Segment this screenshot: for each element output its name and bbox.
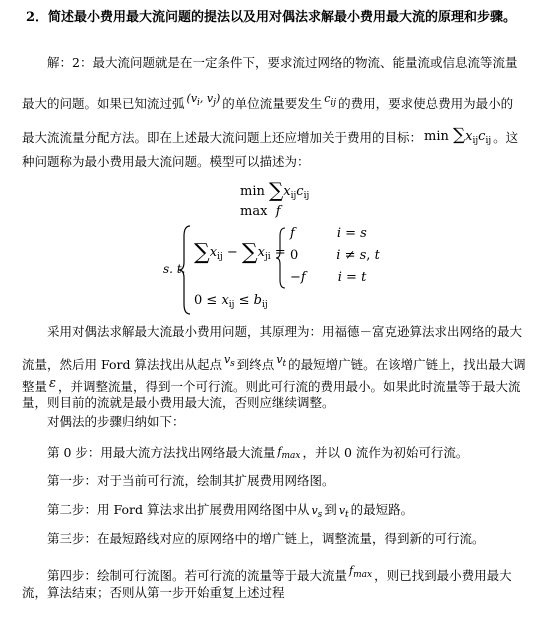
para2-line1: 采用对偶法求解最大流最小费用问题，其原理为：用福德－富克逊算法求出网络的最大 — [47, 324, 523, 339]
text-span: 第 0 步：用最大流方法找出网络最大流量 — [47, 445, 276, 460]
step-1: 第一步：对于当前可行流，绘制其扩展费用网络图。 — [47, 473, 335, 488]
constraint-brace — [178, 224, 192, 316]
subject-to-label: s. t. — [163, 262, 186, 276]
cases-brace — [275, 226, 287, 290]
text-span: 到 — [324, 502, 337, 517]
step-4 — [47, 563, 512, 584]
text-span: 流量，然后用 Ford 算法找出从起点 — [22, 357, 222, 372]
para1-line4: 种问题称为最小费用最大流问题。模型可以描述为： — [22, 154, 310, 169]
text-span: 。这 — [493, 130, 519, 145]
text-span: 的最短增广链。在该增广链上，找出最大调 — [288, 357, 526, 372]
text-span: 的最短路。 — [350, 502, 414, 517]
text-span: 的单位流量要发生 — [222, 96, 323, 111]
source-node-symbol: $v_s$ — [223, 353, 235, 369]
para1-line1: 解：2：最大流问题就是在一定条件下，要求流过网络的物流、能量流或信息流等流量 — [47, 55, 518, 70]
text-span: 整量 — [22, 379, 48, 394]
para2-line5: 对偶法的步骤归纳如下： — [47, 414, 185, 429]
step-4-line2: 流，算法结束；否则从第一步开始重复上述过程 — [22, 585, 285, 600]
section-heading: 2．简述最小费用最大流问题的提法以及用对偶法求解最小费用最大流的原理和步骤。 — [26, 10, 517, 25]
text-span: 第二步：用 Ford 算法求出扩展费用网络图中从 — [47, 502, 310, 517]
text-span: 最大流流量分配方法。即在上述最大流问题上还应增加关于费用的目标： — [22, 130, 423, 145]
para2-line2 — [22, 352, 526, 373]
capacity-constraint: $0 \le x_{ij} \le b_{ij}$ — [194, 293, 268, 310]
text-span: ，则已找到最小费用最大 — [374, 568, 512, 583]
fmax-symbol: $f_{max}$ — [277, 445, 301, 461]
step-0 — [47, 444, 468, 464]
text-span: 的费用，要求使总费用为最小的 — [338, 96, 514, 111]
para1-line2 — [22, 91, 513, 112]
text-span: ，并调整流量，得到一个可行流。则此可行流的费用最小。如果此时流量等于最大流 — [58, 379, 521, 394]
step-3: 第三步：在最短路线对应的原网络中的增广链上，调整流量，得到新的可行流。 — [47, 531, 485, 546]
para2-line3 — [22, 376, 521, 395]
epsilon-symbol: ε — [49, 376, 56, 391]
sink-node-symbol: $v_t$ — [276, 353, 287, 369]
cost-symbol: $c_{ij}$ — [324, 92, 337, 108]
sink-node-symbol: $v_t$ — [338, 504, 349, 520]
arc-symbol: ($v_i$, $v_j$) — [186, 92, 221, 108]
para2-line4: 量，则目前的流就是最小费用最大流，否则应继续调整。 — [22, 395, 335, 410]
source-node-symbol: $v_s$ — [311, 504, 323, 520]
objective-max-flow: max f — [240, 204, 281, 219]
text-span: ，并以 0 流作为初始可行流。 — [302, 445, 469, 460]
objective-min-cost: $\min \sum x_{ij}c_{ij}$ — [240, 178, 310, 202]
case-row-3: −f i = t — [290, 270, 367, 285]
step-2 — [47, 502, 413, 523]
objective-inline: $\min \sum x_{ij}c_{ij}$ — [424, 125, 492, 146]
case-row-2: 0 i ≠ s, t — [290, 248, 380, 263]
para1-line3 — [22, 127, 518, 149]
flow-balance-lhs: $\sum x_{ij} - \sum x_{ji}$ = — [194, 240, 286, 265]
text-span: 到终点 — [236, 357, 275, 372]
text-span: 最大的问题。如果已知流过弧 — [22, 96, 185, 111]
case-row-1: f i = s — [290, 226, 367, 241]
text-span: 第四步：绘制可行流图。若可行流的流量等于最大流量 — [47, 568, 348, 583]
fmax-symbol: $f_{max}$ — [349, 564, 373, 580]
